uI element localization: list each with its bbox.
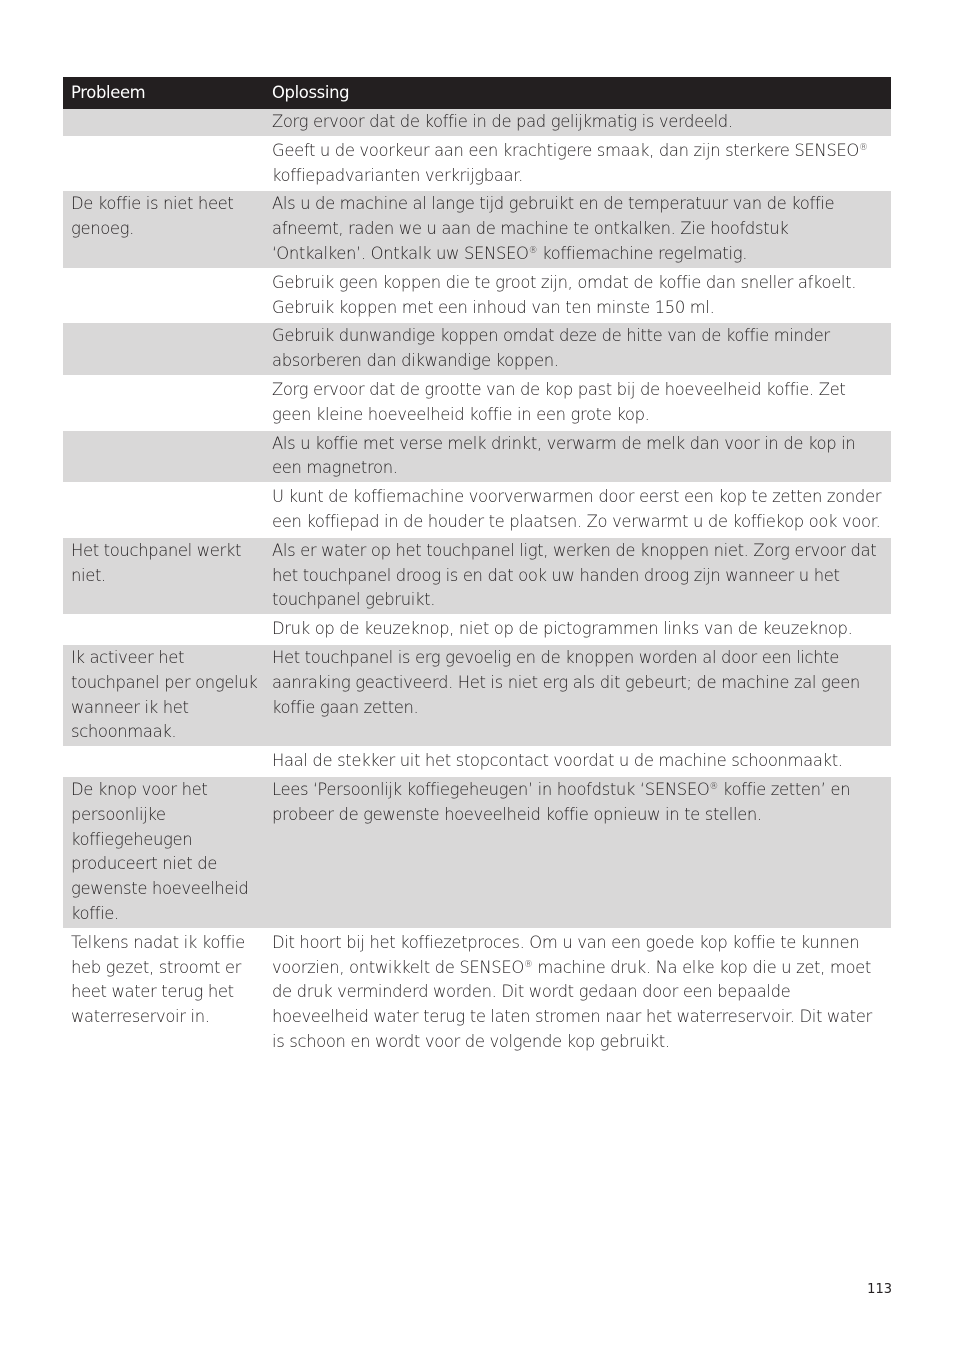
solution-cell: Als u de machine al lange tijd gebruikt en de temperatuur van de koffie afneemt, raden we u aan de machine te ontkalken. Zie hoofdstuk ‘Ontkalken’. Ontkalk uw SENSEO® koffiemachine regelmatig. <box>264 190 891 268</box>
solution-cell: Geeft u de voorkeur aan een krachtigere smaak, dan zijn sterkere SENSEO® koffiepadvarianten verkrijgbaar. <box>264 137 891 191</box>
table-row <box>63 376 891 430</box>
table-header-row <box>63 77 891 109</box>
troubleshooting-table <box>63 77 891 1058</box>
solution-cell: Haal de stekker uit het stopcontact voordat u de machine schoonmaakt. <box>264 747 891 776</box>
table-row <box>63 269 891 323</box>
solution-cell: Het touchpanel is erg gevoelig en de knoppen worden al door een lichte aanraking geactiveerd. Het is niet erg als dit gebeurt; de machine zal geen koffie gaan zetten. <box>264 644 891 747</box>
problem-cell <box>63 376 264 430</box>
header-solution: Oplossing <box>264 77 891 109</box>
table-row <box>63 190 891 268</box>
solution-cell: Als u koffie met verse melk drinkt, verwarm de melk dan voor in de kop in een magnetron. <box>264 430 891 484</box>
solution-cell: U kunt de koffiemachine voorverwarmen door eerst een kop te zetten zonder een koffiepad in de houder te plaatsen. Zo verwarmt u de koffiekop ook voor. <box>264 483 891 537</box>
registered-mark: ® <box>523 959 533 970</box>
problem-cell <box>63 747 264 776</box>
page-number: 113 <box>867 1282 892 1297</box>
table-row <box>63 615 891 644</box>
table-row <box>63 644 891 747</box>
problem-cell <box>63 322 264 376</box>
problem-cell <box>63 109 264 137</box>
table-row <box>63 537 891 615</box>
table-row <box>63 430 891 484</box>
problem-cell: De knop voor het persoonlijke koffiegeheugen produceert niet de gewenste hoeveelheid koffie. <box>63 776 264 929</box>
registered-mark: ® <box>528 245 538 256</box>
table-row <box>63 322 891 376</box>
problem-cell <box>63 430 264 484</box>
solution-cell: Als er water op het touchpanel ligt, werken de knoppen niet. Zorg ervoor dat het touchpanel droog is en dat ook uw handen droog zijn wanneer u het touchpanel gebruikt. <box>264 537 891 615</box>
registered-mark: ® <box>709 781 719 792</box>
problem-cell: Het touchpanel werkt niet. <box>63 537 264 615</box>
solution-cell: Gebruik geen koppen die te groot zijn, omdat de koffie dan sneller afkoelt. Gebruik koppen met een inhoud van ten minste 150 ml. <box>264 269 891 323</box>
problem-cell <box>63 615 264 644</box>
solution-cell: Gebruik dunwandige koppen omdat deze de hitte van de koffie minder absorberen dan dikwandige koppen. <box>264 322 891 376</box>
table-row <box>63 929 891 1057</box>
problem-cell: De koffie is niet heet genoeg. <box>63 190 264 268</box>
problem-cell <box>63 483 264 537</box>
header-problem: Probleem <box>63 77 264 109</box>
solution-cell: Druk op de keuzeknop, niet op de pictogrammen links van de keuzeknop. <box>264 615 891 644</box>
problem-cell: Ik activeer het touchpanel per ongeluk wanneer ik het schoonmaak. <box>63 644 264 747</box>
problem-cell: Telkens nadat ik koffie heb gezet, stroomt er heet water terug het waterreservoir in. <box>63 929 264 1057</box>
table-row <box>63 776 891 929</box>
solution-cell: Dit hoort bij het koffiezetproces. Om u van een goede kop koffie te kunnen voorzien, ontwikkelt de SENSEO® machine druk. Na elke kop die u zet, moet de druk verminderd worden. Dit wordt gedaan door een bepaalde hoeveelheid water terug te laten stromen naar het waterreservoir. Dit water is schoon en wordt voor de volgende kop gebruikt. <box>264 929 891 1057</box>
table-row <box>63 137 891 191</box>
table-row <box>63 109 891 137</box>
solution-cell: Zorg ervoor dat de koffie in de pad gelijkmatig is verdeeld. <box>264 109 891 137</box>
table-row <box>63 483 891 537</box>
problem-cell <box>63 269 264 323</box>
problem-cell <box>63 137 264 191</box>
solution-cell: Zorg ervoor dat de grootte van de kop past bij de hoeveelheid koffie. Zet geen kleine hoeveelheid koffie in een grote kop. <box>264 376 891 430</box>
solution-cell: Lees ‘Persoonlijk koffiegeheugen’ in hoofdstuk ‘SENSEO® koffie zetten’ en probeer de gewenste hoeveelheid koffie opnieuw in te stellen. <box>264 776 891 929</box>
registered-mark: ® <box>858 142 868 153</box>
table-row <box>63 747 891 776</box>
